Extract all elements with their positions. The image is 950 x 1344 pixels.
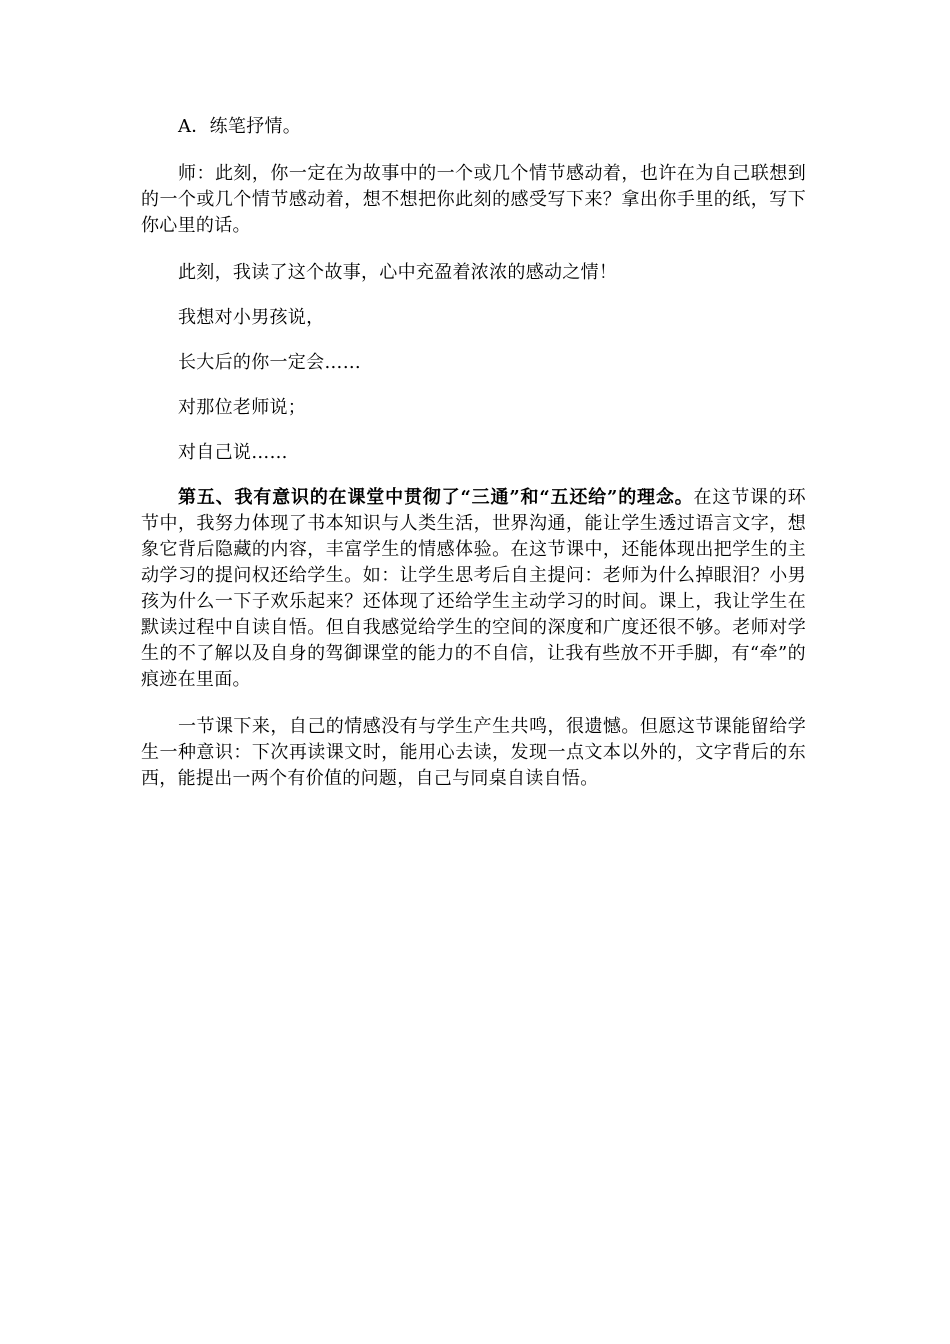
paragraph-to-self: 对自己说…… [178,442,288,463]
paragraph-feeling: 此刻，我读了这个故事，心中充盈着浓浓的感动之情！ [178,262,618,283]
paragraph-to-teacher: 对那位老师说； [178,397,307,418]
paragraph-closing: 一节课下来，自己的情感没有与学生产生共鸣，很遗憾。但愿这节课能留给学生一种意识：下次再读课文时，能用心去读，发现一点文本以外的，文字背后的东西，能提出一两个有价值的问题，自己与同桌自读自悟。 [141,716,806,789]
section-five-heading: 第五、我有意识的在课堂中贯彻了“三通”和“五还给”的理念。 [178,487,694,508]
paragraph-teacher-prompt: 师：此刻，你一定在为故事中的一个或几个情节感动着，也许在为自己联想到的一个或几个情节感动着，想不想把你此刻的感受写下来？拿出你手里的纸，写下你心里的话。 [141,163,806,236]
paragraph-grow-up: 长大后的你一定会…… [178,352,361,373]
document-body [141,114,806,813]
paragraph-to-boy: 我想对小男孩说， [178,307,325,328]
section-five-body: 在这节课的环节中，我努力体现了书本知识与人类生活，世界沟通，能让学生透过语言文字，想象它背后隐藏的内容，丰富学生的情感体验。在这节课中，还能体现出把学生的主动学习的提问权还给学生。如：让学生思考后自主提问：老师为什么掉眼泪？小男孩为什么一下子欢乐起来？还体现了还给学生主动学习的时间。课上，我让学生在默读过程中自读自悟。但自我感觉给学生的空间的深度和广度还很不够。老师对学生的不了解以及自身的驾御课堂的能力的不自信，让我有些放不开手脚，有“牵”的痕迹在里面。 [141,487,806,690]
paragraph-section-five [141,485,806,693]
paragraph-heading-a: A．练笔抒情。 [178,116,302,137]
